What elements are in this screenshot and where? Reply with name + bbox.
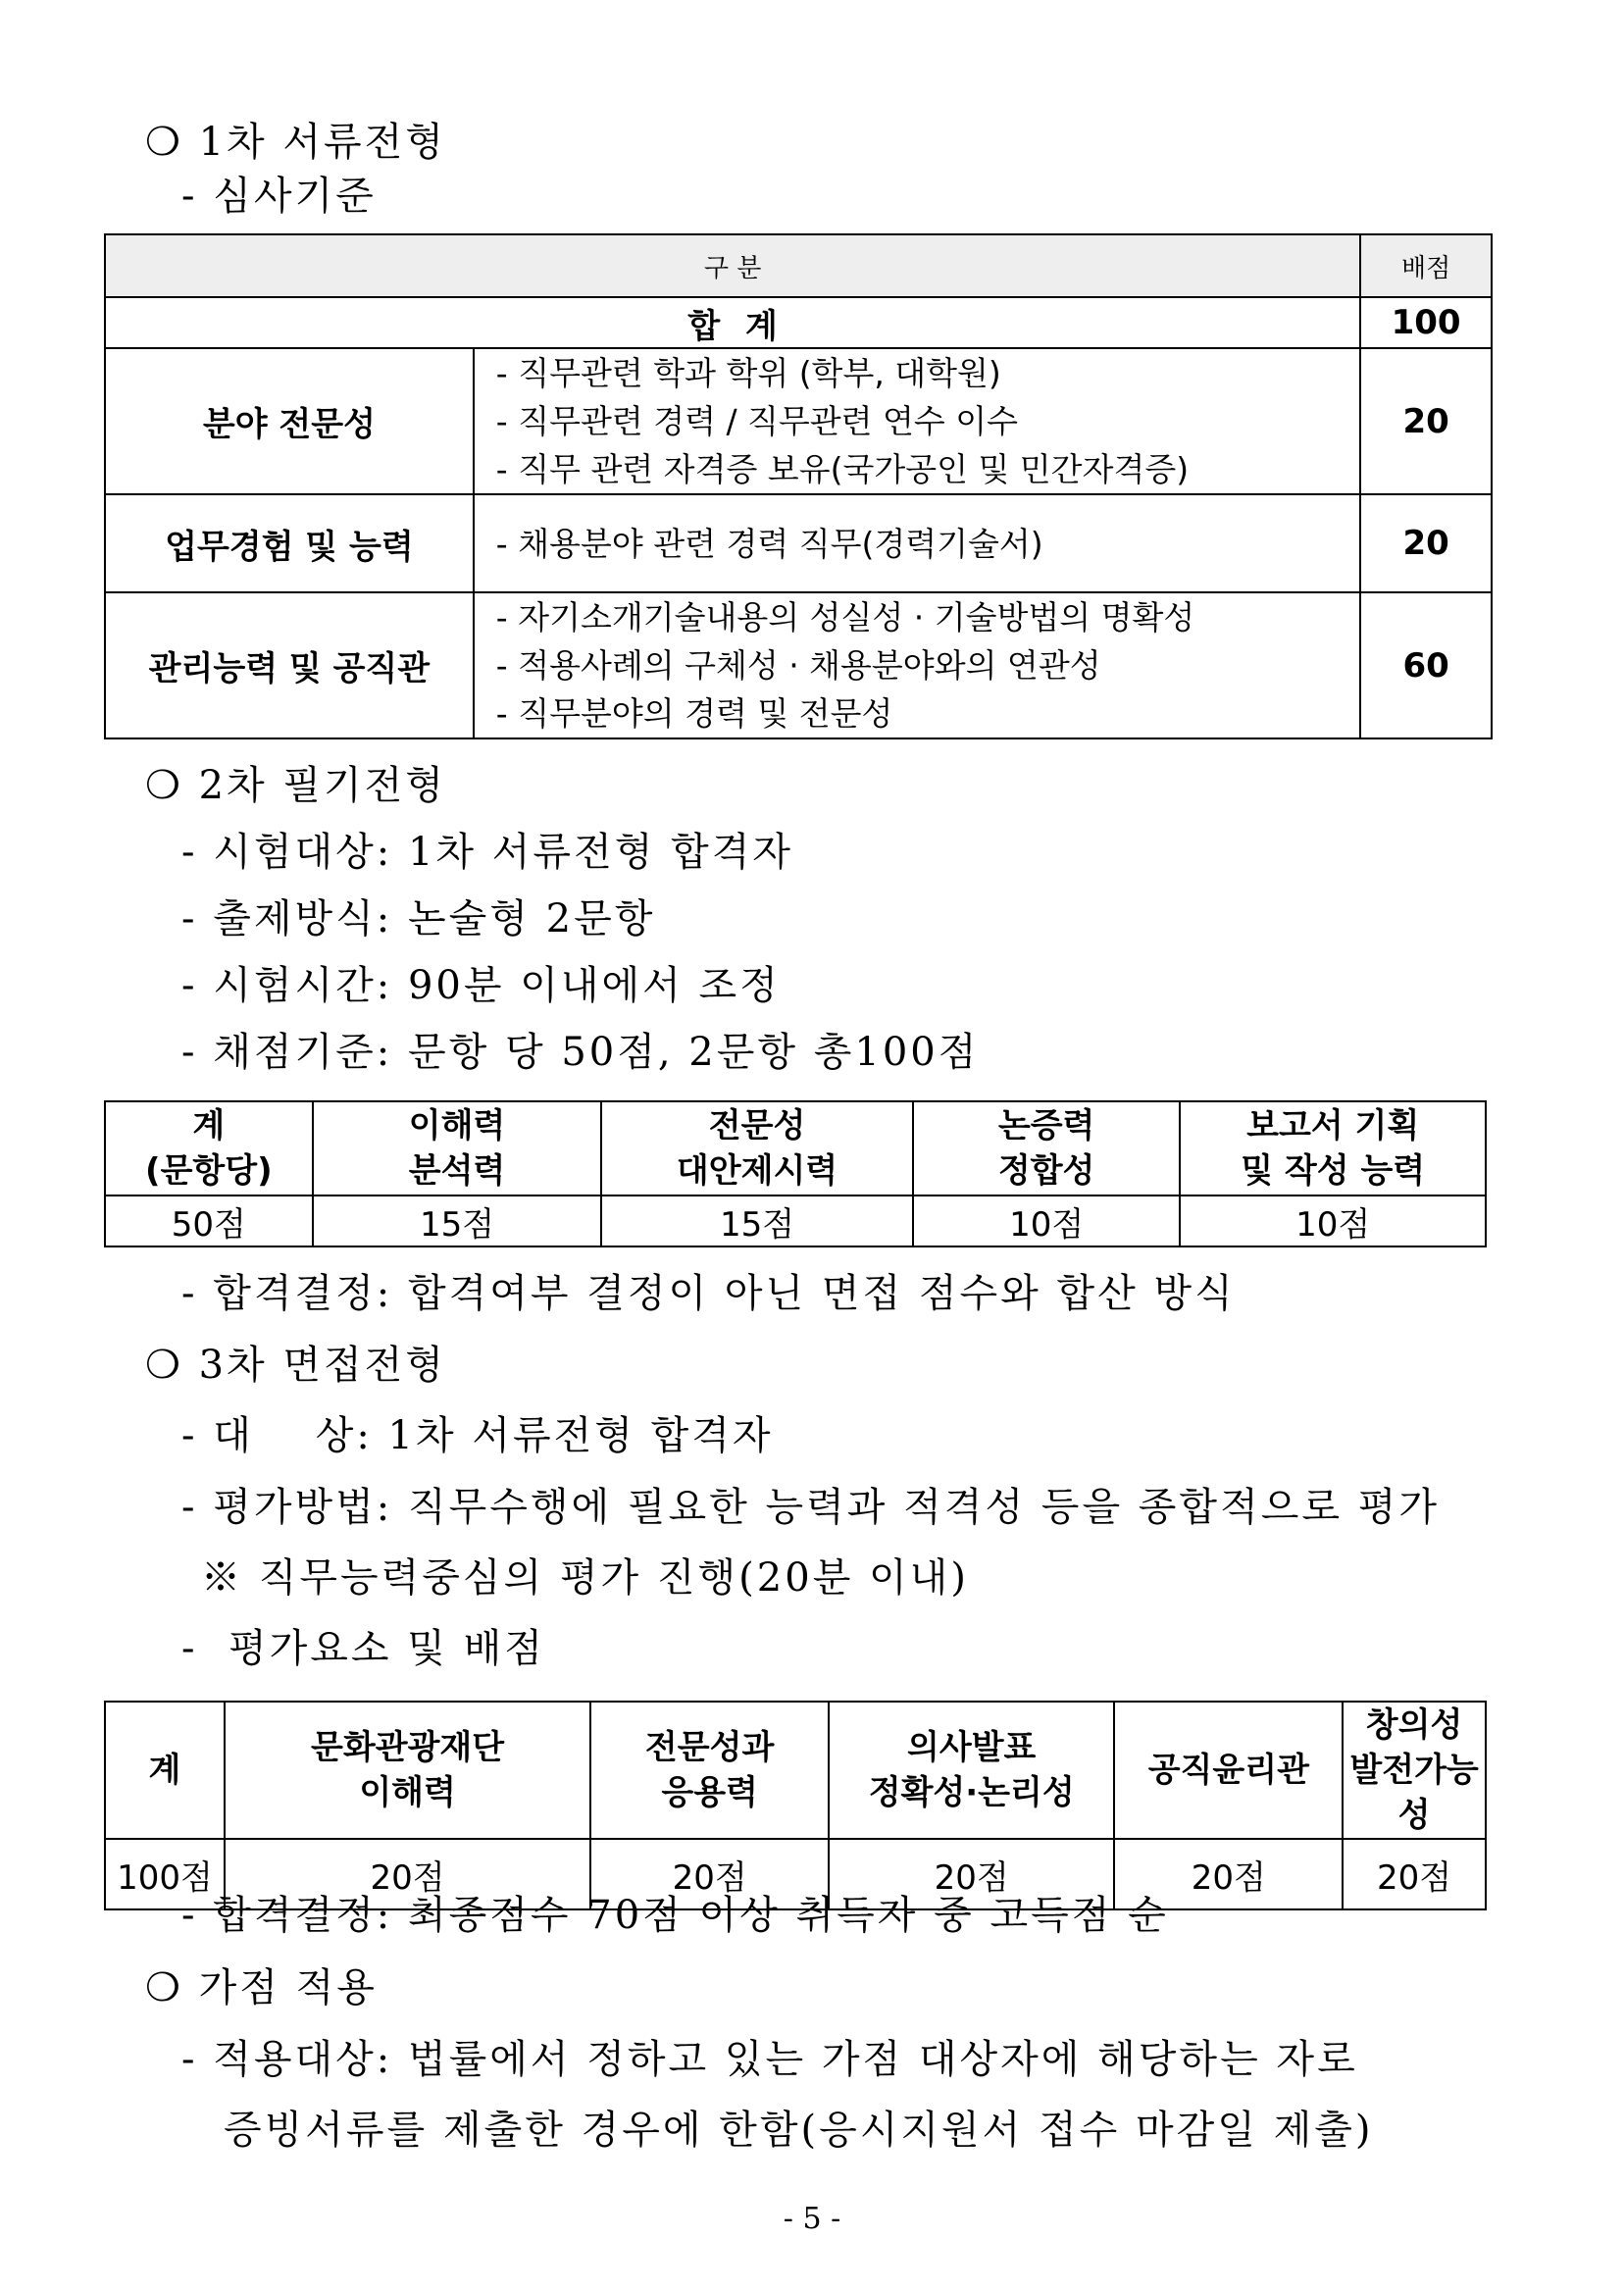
row-items [474,494,1360,592]
section4-title: ❍ 가점 적용 [145,1965,378,2010]
header-cell: 계 [105,1702,225,1839]
header-category: 구 분 [105,234,1360,297]
section1-title: ❍ 1차 서류전형 [145,120,446,165]
value-cell: 50점 [105,1195,313,1246]
value-cell: 15점 [601,1195,913,1246]
section4-line: - 적용대상: 법률에서 정하고 있는 가점 대상자에 해당하는 자로 [181,2037,1358,2082]
written-exam-table [104,1100,1487,1247]
value-cell: 20점 [590,1839,829,1909]
value-cell: 10점 [913,1195,1181,1246]
section2-result: - 합격결정: 합격여부 결정이 아닌 면접 점수와 합산 방식 [181,1271,1236,1316]
row-item: - 직무관련 학과 학위 (학부, 대학원) [495,354,1001,392]
row-score: 60 [1360,592,1492,738]
section3-note: ※ 직무능력중심의 평가 진행(20분 이내) [201,1555,969,1601]
table-row [105,1195,1486,1246]
section1-subtitle: - 심사기준 [181,174,377,219]
value-cell: 10점 [1180,1195,1486,1246]
row-item: - 자기소개기술내용의 성실성 · 기술방법의 명확성 [495,598,1195,636]
header-cell: 문화관광재단 이해력 [225,1702,590,1839]
row-score: 20 [1360,348,1492,494]
row-item: - 채용분야 관련 경력 직무(경력기술서) [495,524,1043,563]
interview-table [104,1701,1487,1910]
value-cell: 20점 [1343,1839,1486,1909]
total-label: 합 계 [105,297,1360,348]
section2-line: - 채점기준: 문항 당 50점, 2문항 총100점 [181,1030,980,1075]
section3-line: - 평가요소 및 배점 [181,1626,545,1671]
header-cell: 이해력 분석력 [313,1101,602,1195]
value-cell: 100점 [105,1839,225,1909]
total-score: 100 [1360,297,1492,348]
header-cell: 의사발표 정확성·논리성 [829,1702,1115,1839]
row-item: - 적용사례의 구체성 · 채용분야와의 연관성 [495,646,1101,685]
row-item: - 직무 관련 자격증 보유(국가공인 및 민간자격증) [495,450,1190,488]
section3-line: - 대 상: 1차 서류전형 합격자 [181,1413,774,1458]
table-header-row [105,1702,1486,1839]
section4-line: 증빙서류를 제출한 경우에 한함(응시지원서 접수 마감일 제출) [224,2108,1374,2153]
header-cell: 전문성과 응용력 [590,1702,829,1839]
row-category: 업무경험 및 능력 [105,494,474,592]
value-cell: 15점 [313,1195,602,1246]
header-cell: 전문성 대안제시력 [601,1101,913,1195]
row-item: - 직무분야의 경력 및 전문성 [495,694,893,733]
value-cell: 20점 [225,1839,590,1909]
header-score: 배점 [1360,234,1492,297]
header-cell: 공직윤리관 [1114,1702,1343,1839]
row-category: 관리능력 및 공직관 [105,592,474,738]
total-row [105,297,1492,348]
section3-result: - 합격결정: 최종점수 70점 이상 취득자 중 고득점 순 [181,1893,1169,1938]
section2-line: - 시험대상: 1차 서류전형 합격자 [181,830,793,875]
section2-line: - 출제방식: 논술형 2문항 [181,896,656,941]
section2-title: ❍ 2차 필기전형 [145,763,446,808]
row-score: 20 [1360,494,1492,592]
screening-criteria-table [104,233,1493,739]
table-header-row [105,234,1492,297]
row-item: - 직무관련 경력 / 직무관련 연수 이수 [495,402,1019,440]
table-header-row [105,1101,1486,1195]
header-cell: 보고서 기획 및 작성 능력 [1180,1101,1486,1195]
value-cell: 20점 [1114,1839,1343,1909]
row-items [474,348,1360,494]
page-number: - 5 - [783,2202,841,2236]
table-row [105,494,1492,592]
value-cell: 20점 [829,1839,1115,1909]
row-category: 분야 전문성 [105,348,474,494]
table-row [105,592,1492,738]
header-cell: 창의성 발전가능성 [1343,1702,1486,1839]
section2-line: - 시험시간: 90분 이내에서 조정 [181,963,781,1008]
table-row [105,348,1492,494]
row-items [474,592,1360,738]
section3-title: ❍ 3차 면접전형 [145,1343,446,1388]
header-cell: 논증력 정합성 [913,1101,1181,1195]
section3-line: - 평가방법: 직무수행에 필요한 능력과 적격성 등을 종합적으로 평가 [181,1485,1440,1530]
header-cell: 계 (문항당) [105,1101,313,1195]
